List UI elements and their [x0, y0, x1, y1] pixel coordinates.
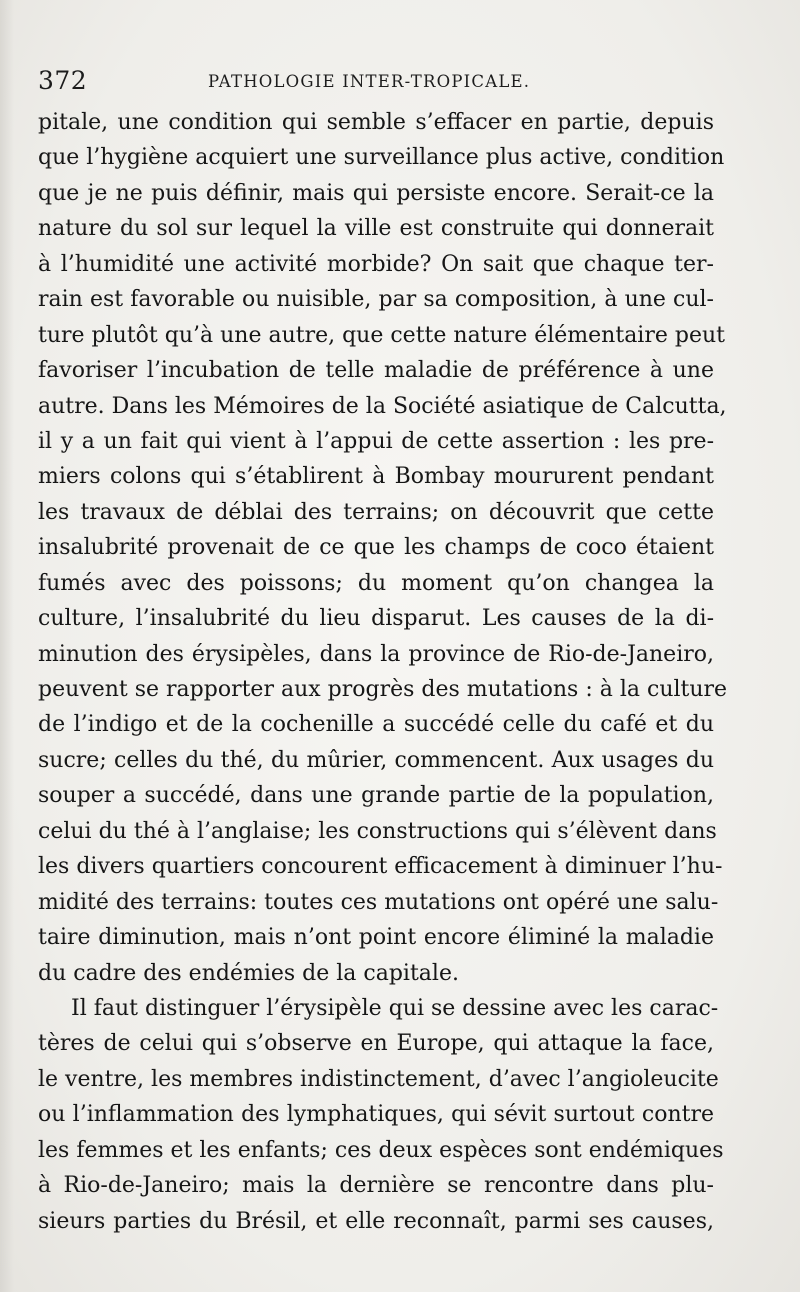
text-line: taire diminution, mais n’ont point encore éliminé la maladie [38, 925, 714, 951]
text-line: le ventre, les membres indistinctement, d’avec l’angioleucite [38, 1066, 719, 1092]
text-line: peuvent se rapporter aux progrès des mutations : à la culture [38, 677, 728, 702]
text-line: celui du thé à l’anglaise; les constructions qui s’élèvent dans [38, 818, 717, 844]
paragraph-end-line: du cadre des endémies de la capitale. [38, 960, 459, 986]
text-line: midité des terrains: toutes ces mutations ont opéré une salu- [38, 889, 719, 915]
text-line: les femmes et les enfants; ces deux espèces sont endémiques [38, 1137, 724, 1163]
text-line: à l’humidité une activité morbide? On sait que chaque ter- [38, 251, 714, 277]
text-line: sucre; celles du thé, du mûrier, commencent. Aux usages du [38, 747, 714, 773]
text-line: que l’hygiène acquiert une surveillance plus active, condition [38, 145, 725, 171]
text-line: rain est favorable ou nuisible, par sa composition, à une cul- [38, 287, 714, 313]
text-line: souper a succédé, dans une grande partie de la population, [38, 783, 714, 809]
gutter-shadow [0, 0, 14, 1292]
text-line: il y a un fait qui vient à l’appui de cette assertion : les pre- [38, 428, 714, 454]
text-line: sieurs parties du Brésil, et elle reconnaît, parmi ses causes, [38, 1208, 714, 1234]
text-line: les divers quartiers concourent efficacement à diminuer l’hu- [38, 854, 723, 880]
text-line: à Rio-de-Janeiro; mais la dernière se rencontre dans plu- [38, 1173, 714, 1199]
text-line: ou l’inflammation des lymphatiques, qui sévit surtout contre [38, 1102, 714, 1128]
text-line: tères de celui qui s’observe en Europe, qui attaque la face, [38, 1031, 714, 1057]
text-line: favoriser l’incubation de telle maladie de préférence à une [38, 358, 714, 384]
text-line: nature du sol sur lequel la ville est construite qui donnerait [38, 216, 714, 242]
page-header [38, 62, 738, 102]
text-line: culture, l’insalubrité du lieu disparut. Les causes de la di- [38, 606, 714, 632]
text-line: pitale, une condition qui semble s’effacer en partie, depuis [38, 110, 714, 135]
text-line: les travaux de déblai des terrains; on découvrit que cette [38, 499, 714, 525]
paragraph-start-line: Il faut distinguer l’érysipèle qui se dessine avec les carac- [71, 995, 719, 1021]
page-number: 372 [38, 66, 88, 95]
text-line: de l’indigo et de la cochenille a succédé celle du café et du [38, 712, 714, 738]
text-line: ture plutôt qu’à une autre, que cette nature élémentaire peut [38, 322, 725, 348]
text-line: que je ne puis définir, mais qui persiste encore. Serait-ce la [38, 180, 714, 206]
text-line: insalubrité provenait de ce que les champs de coco étaient [38, 535, 714, 561]
text-line: miers colons qui s’établirent à Bombay moururent pendant [38, 464, 714, 490]
running-head: PATHOLOGIE INTER-TROPICALE. [208, 72, 531, 91]
body-text [38, 105, 728, 1239]
text-line: autre. Dans les Mémoires de la Société asiatique de Calcutta, [38, 393, 727, 419]
text-line: minution des érysipèles, dans la province de Rio-de-Janeiro, [38, 641, 714, 667]
text-line: fumés avec des poissons; du moment qu’on changea la [38, 570, 714, 596]
